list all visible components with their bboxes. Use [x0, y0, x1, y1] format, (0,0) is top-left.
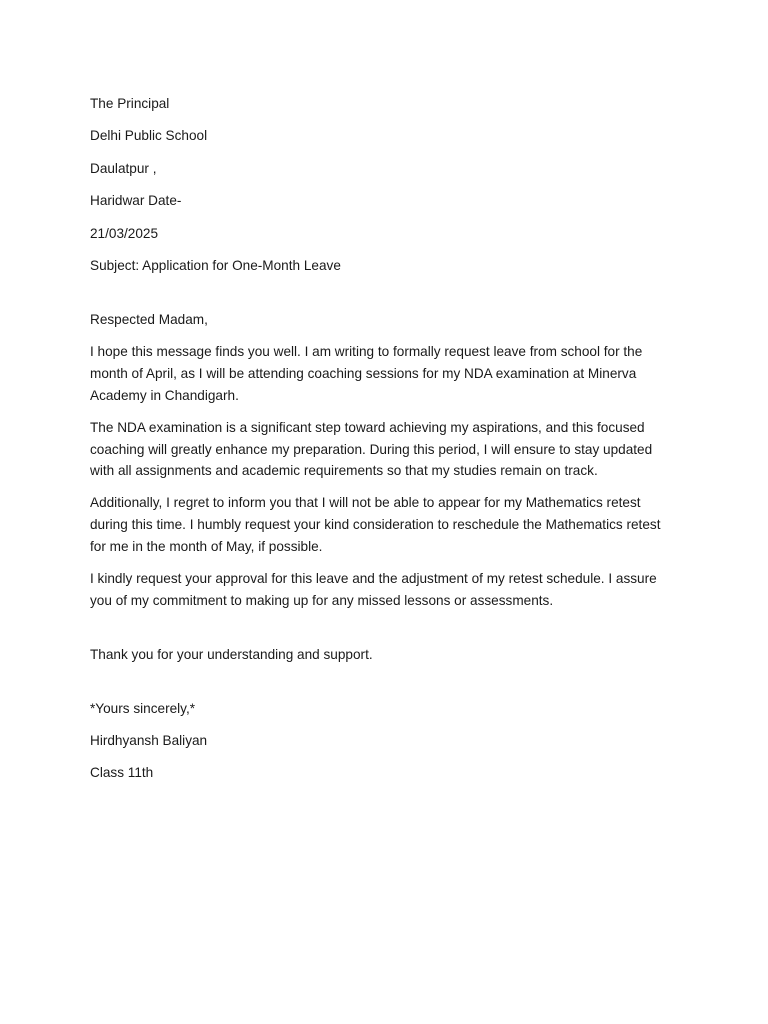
recipient-locality: Daulatpur , [90, 160, 157, 176]
spacer [90, 287, 675, 309]
body-paragraph-1: I hope this message finds you well. I am writing to formally request leave from school for the month of April, as I will be attending coaching sessions for my NDA examination at Minerva Academy in Chandigarh. [90, 344, 643, 403]
sender-name: Hirdhyansh Baliyan [90, 733, 208, 749]
spacer [90, 622, 675, 644]
letter-subject: Subject: Application for One-Month Leave [90, 257, 341, 273]
leave-application-letter [90, 93, 675, 795]
letter-date: 21/03/2025 [90, 225, 159, 241]
body-paragraph-4: I kindly request your approval for this leave and the adjustment of my retest schedule. I assure you of my commitment to making up for any missed lessons or assessments. [90, 571, 657, 608]
sender-class: Class 11th [90, 765, 154, 781]
city-date-label: Haridwar Date- [90, 193, 182, 209]
body-paragraph-2: The NDA examination is a significant step toward achieving my aspirations, and this focused coaching will greatly enhance my preparation. During this period, I will ensure to stay updated with all assignments and academic requirements so that my studies remain on track. [90, 419, 653, 479]
closing: *Yours sincerely,* [90, 700, 196, 716]
recipient-school: Delhi Public School [90, 128, 208, 144]
recipient-title: The Principal [90, 96, 170, 111]
thanks-line: Thank you for your understanding and support. [90, 646, 373, 662]
spacer [90, 676, 675, 698]
salutation: Respected Madam, [90, 311, 208, 327]
body-paragraph-3: Additionally, I regret to inform you that I will not be able to appear for my Mathematics retest during this time. I humbly request your kind consideration to reschedule the Mathematics retest for me in the month of May, if possible. [90, 495, 661, 554]
